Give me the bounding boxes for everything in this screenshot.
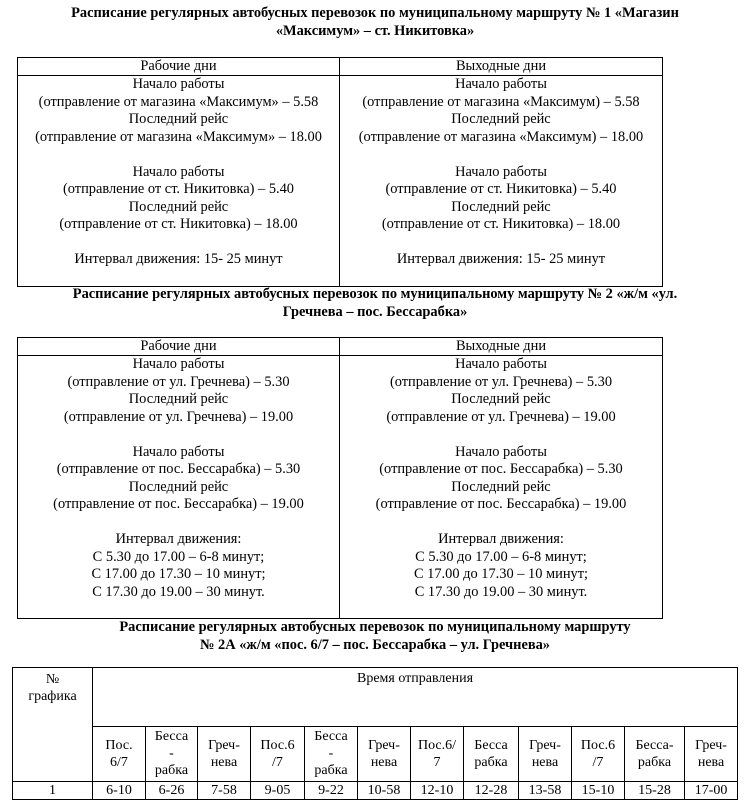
schedule-line (340, 426, 662, 444)
stop-header: Греч- нева (519, 726, 572, 782)
departure-time-cell: 6-26 (146, 782, 198, 800)
schedule-line: Начало работы (132, 443, 225, 460)
schedule-line: С 17.30 до 19.00 – 30 минут. (414, 583, 588, 600)
route1-weekends-cell (340, 76, 662, 269)
stop-header: Греч- нева (685, 726, 738, 782)
route2-title (20, 285, 730, 321)
schedule-line: Начало работы (455, 163, 547, 180)
departure-time-cell: 9-22 (305, 782, 358, 800)
stop-header: Греч- нева (358, 726, 411, 782)
departure-time-cell: 9-05 (251, 782, 305, 800)
schedule-line: (отправление от ул. Гречнева) – 5.30 (67, 373, 290, 390)
route2-weekends-header: Выходные дни (340, 338, 663, 356)
route2-title-line1: Расписание регулярных автобусных перевозок по муниципальному маршруту № 2 «ж/м «ул. (72, 286, 678, 302)
route2-schedule-table (17, 337, 663, 619)
route1-weekdays-cell (18, 76, 339, 269)
schedule-line: Интервал движения: (438, 531, 564, 547)
schedule-line: Начало работы (132, 163, 225, 180)
schedule-line: (отправление от ул. Гречнева) – 5.30 (389, 373, 613, 390)
schedule-line: (отправление от магазина «Максимум) – 5.58 (362, 93, 640, 110)
departure-time-cell: 13-58 (519, 782, 572, 800)
stop-header: Бесса - рабка (146, 726, 198, 782)
schedule-line: (отправление от пос. Бессарабка) – 19.00 (53, 496, 304, 512)
stop-header: Пос.6/ 7 (411, 726, 464, 782)
schedule-line: Последний рейс (451, 391, 551, 407)
stop-header: Бесса - рабка (305, 726, 358, 782)
schedule-line: С 17.00 до 17.30 – 10 минут; (91, 566, 266, 582)
route2a-schedule-number-header: № графика (13, 668, 93, 782)
schedule-line: (отправление от магазина «Максимум» – 18.00 (35, 128, 322, 145)
schedule-line: Начало работы (455, 356, 547, 372)
stop-header: Бесса рабка (464, 726, 519, 782)
schedule-line: С 17.00 до 17.30 – 10 минут; (413, 566, 589, 582)
route2-title-line2: Гречнева – пос. Бессарабка» (282, 304, 468, 320)
schedule-line (18, 146, 339, 164)
departure-time-cell: 10-58 (358, 782, 411, 800)
route2a-rows (13, 782, 738, 800)
route1-title-line1: Расписание регулярных автобусных перевозок по муниципальному маршруту № 1 «Магазин (71, 5, 679, 21)
route1-weekdays-header: Рабочие дни (18, 58, 340, 76)
schedule-number-cell: 1 (13, 782, 93, 800)
schedule-line: (отправление от ул. Гречнева) – 19.00 (386, 408, 616, 425)
schedule-line (18, 426, 339, 444)
route1-title-line2: «Максимум» – ст. Никитовка» (275, 23, 475, 39)
stop-header: Пос.6 /7 (251, 726, 305, 782)
schedule-line: (отправление от ст. Никитовка) – 18.00 (381, 216, 621, 232)
schedule-line: Интервал движения: 15- 25 минут (396, 251, 606, 267)
route2a-title-line1: Расписание регулярных автобусных перевозок по муниципальному маршруту (119, 619, 631, 635)
schedule-line: Начало работы (455, 76, 547, 92)
schedule-line: С 5.30 до 17.00 – 6-8 минут; (92, 548, 265, 565)
departure-time-cell: 7-58 (198, 782, 251, 800)
schedule-line: Последний рейс (451, 478, 551, 495)
route1-schedule-table (17, 57, 663, 287)
route2a-title-line2: № 2А «ж/м «пос. 6/7 – пос. Бессарабка – ул. Гречнева» (199, 637, 550, 653)
schedule-line: (отправление от магазина «Максимум) – 18.00 (358, 128, 644, 145)
departure-time-cell: 6-10 (93, 782, 146, 800)
schedule-line: С 5.30 до 17.00 – 6-8 минут; (415, 548, 587, 565)
stop-header: Бесса- рабка (625, 726, 685, 782)
route1-weekends-header: Выходные дни (340, 58, 663, 76)
route2a-departure-table (12, 667, 738, 800)
schedule-line: С 17.30 до 19.00 – 30 минут. (92, 583, 265, 600)
schedule-line: Начало работы (455, 443, 547, 460)
route1-title (20, 4, 730, 40)
schedule-line (18, 234, 339, 252)
departure-time-cell: 15-10 (572, 782, 625, 800)
route2a-stops-row (13, 726, 738, 782)
departure-time-cell: 12-10 (411, 782, 464, 800)
route2-weekdays-cell (18, 356, 339, 601)
schedule-line: (отправление от ст. Никитовка) – 5.40 (62, 181, 294, 197)
stop-header: Пос.6 /7 (572, 726, 625, 782)
schedule-line: Последний рейс (128, 391, 229, 407)
departure-time-cell: 15-28 (625, 782, 685, 800)
stop-header: Пос. 6/7 (93, 726, 146, 782)
schedule-line: Начало работы (132, 356, 225, 372)
schedule-line: Начало работы (132, 76, 225, 92)
schedule-line: (отправление от ст. Никитовка) – 18.00 (59, 216, 298, 232)
route2-weekdays-header: Рабочие дни (18, 338, 340, 356)
route2-weekends-cell (340, 356, 662, 601)
table-row (13, 782, 738, 800)
schedule-line: (отправление от пос. Бессарабка) – 5.30 (379, 461, 623, 477)
schedule-line: Последний рейс (128, 111, 229, 127)
stop-header: Греч- нева (198, 726, 251, 782)
schedule-line (18, 514, 339, 532)
schedule-line: Интервал движения: (115, 531, 242, 547)
route2a-departure-time-header: Время отправления (93, 668, 738, 727)
schedule-line: Последний рейс (451, 111, 551, 127)
schedule-line (340, 234, 662, 252)
schedule-line (340, 146, 662, 164)
schedule-line: (отправление от магазина «Максимум» – 5.58 (38, 93, 319, 110)
schedule-line: (отправление от ст. Никитовка) – 5.40 (385, 181, 617, 197)
schedule-line: (отправление от пос. Бессарабка) – 19.00 (375, 496, 627, 512)
schedule-line: Последний рейс (128, 198, 229, 215)
schedule-line: (отправление от пос. Бессарабка) – 5.30 (56, 461, 301, 477)
route2a-title (60, 618, 690, 654)
schedule-line: Последний рейс (128, 478, 229, 495)
schedule-line: Последний рейс (451, 198, 551, 215)
schedule-line: Интервал движения: 15- 25 минут (74, 251, 283, 267)
schedule-line: (отправление от ул. Гречнева) – 19.00 (63, 408, 294, 425)
departure-time-cell: 12-28 (464, 782, 519, 800)
schedule-line (340, 514, 662, 532)
departure-time-cell: 17-00 (685, 782, 738, 800)
